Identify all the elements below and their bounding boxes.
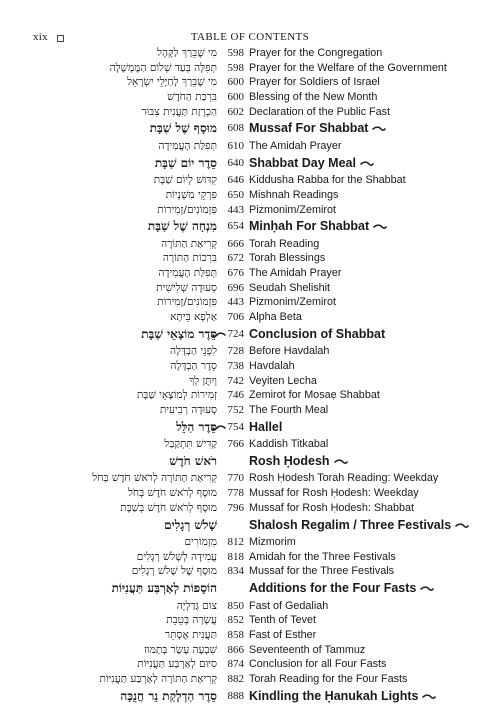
page-number-ref: 834 [227,565,244,578]
section-ornament-icon [212,332,226,338]
english-title: Pizmonim/Zemirot [249,203,336,216]
english-title: Fast of Esther [249,628,317,641]
toc-entry [0,657,500,672]
page-number-ref: 742 [227,374,244,387]
hebrew-title: קְרִיאַת הַתּוֹרָה [161,237,217,250]
english-title: Hallel [249,419,283,434]
toc-entry [0,61,500,76]
toc-entry [0,374,500,389]
page-number-ref: 752 [227,404,244,417]
english-title: Mussaf for the Three Festivals [249,565,395,578]
toc-entry [0,628,500,643]
english-title: Veyiten Lecha [249,374,317,387]
english-title: Additions for the Four Fasts [249,581,417,596]
page-number-ref: 850 [227,599,244,612]
hebrew-title: קְרִיאַת הַתּוֹרָה לְרֹאשׁ חֹדֶשׁ בְּחֹל [92,472,217,485]
hebrew-title: קַדִּישׁ תִּתְקַבַּל [164,438,217,451]
hebrew-title: שִׁבְעָה עָשָׂר בְּתַמּוּז [144,643,217,656]
page-number-ref: 650 [227,188,244,201]
english-title: Mussaf for Rosh Ḥodesh: Weekday [249,487,419,500]
toc-entry [0,437,500,452]
english-title: Rosh Ḥodesh [249,453,330,468]
hebrew-title: מוּסָף שֶׁל שָׁלֹשׁ רְגָלִים [131,565,217,578]
hebrew-title: פִּזְמוֹנִים/זְמִירוֹת [157,203,217,216]
toc-section-heading [0,325,500,345]
page-number-ref: 706 [227,311,244,324]
page-number-ref: 754 [227,420,244,433]
toc-entry [0,75,500,90]
page-number-ref: 666 [227,237,244,250]
hebrew-title: סֵדֶר הַבְדָּלָה [170,360,217,372]
hebrew-title: סְעוּדָה שְׁלִישִׁית [156,281,217,294]
toc-section-heading [0,154,500,174]
toc-entry [0,403,500,418]
toc-entry [0,643,500,658]
section-ornament-icon [334,459,348,465]
hebrew-title: מִי שֶׁבֵּרַךְ לַקָּהָל [157,47,217,59]
english-title: Tenth of Tevet [249,614,317,627]
toc-section-heading [0,579,500,599]
toc-entry [0,266,500,281]
page-number-ref: 600 [227,76,244,89]
toc-entry [0,613,500,628]
english-title: Rosh Ḥodesh Torah Reading: Weekday [249,472,439,485]
section-ornament-icon [420,586,434,592]
hebrew-title: הוֹסָפוֹת לְאַרְבַּע תַּעֲנִיּוֹת [111,581,217,596]
english-title: Fast of Gedaliah [249,599,329,612]
page-number-ref: 812 [227,536,244,548]
toc-entry [0,486,500,501]
page-number-ref: 602 [227,105,244,118]
page-number-ref: 608 [227,122,244,135]
page-number-ref: 728 [227,345,244,358]
section-ornament-icon [212,425,226,431]
section-ornament-icon [373,224,387,230]
english-title: Amidah for the Three Festivals [249,550,396,563]
page-number-ref: 443 [227,296,244,309]
hebrew-title: עֲשָׂרָה בְּטֵבֵת [166,614,217,627]
hebrew-title: צוֹם גְּדַלְיָה [176,599,217,612]
english-title: Prayer for the Welfare of the Government [249,61,447,74]
page-number-ref: 640 [227,156,244,169]
english-title: Conclusion of Shabbat [249,326,386,341]
english-title: Mishnah Readings [249,188,339,201]
hebrew-title: עֲמִידָה לְשָׁלֹשׁ רְגָלִים [136,550,217,563]
english-title: Kiddusha Rabba for the Shabbat [249,174,406,187]
english-title: The Fourth Meal [249,404,329,417]
toc-entry [0,251,500,266]
hebrew-title: סֵדֶר יוֹם שַׁבָּת [154,155,217,170]
english-title: Conclusion for all Four Fasts [249,658,387,671]
page-number-ref: 598 [227,61,244,74]
hebrew-title: פִּזְמוֹנִים/זְמִירוֹת [157,296,217,309]
english-title: Minḥah For Shabbat [249,219,370,234]
english-title: Kindling the Ḥanukah Lights [249,688,419,703]
toc-entry [0,672,500,687]
section-ornament-icon [455,523,469,529]
section-ornament-icon [422,694,436,700]
toc-entry [0,173,500,188]
toc-entry [0,344,500,359]
hebrew-title: הַכְרָזַת תַּעֲנִית צִבּוּר [141,105,217,118]
toc-entry [0,139,500,154]
hebrew-title: סֵדֶר הַלֵּל [176,419,217,434]
toc-entry [0,295,500,310]
hebrew-title: זְמִירוֹת לְמוֹצָאֵי שַׁבָּת [136,389,217,402]
page-number-ref: 610 [227,139,244,152]
english-title: Declaration of the Public Fast [249,105,391,118]
page-number-ref: 654 [227,220,244,233]
english-title: Blessing of the New Month [249,91,378,104]
hebrew-title: סִיּוּם לְאַרְבַּע תַּעֲנִיּוֹת [137,658,217,671]
english-title: Torah Reading [249,237,320,250]
section-ornament-icon [372,126,386,132]
toc-entry [0,46,500,61]
hebrew-title: פִּרְקֵי מִשְׁנָיוֹת [165,188,217,201]
hebrew-title: תְּפִלָּה בְּעַד שְׁלוֹם הַמֶּמְשָׁלָה [109,61,217,74]
toc-entry [0,310,500,325]
toc-section-heading [0,418,500,438]
english-title: Mussaf for Rosh Ḥodesh: Shabbat [249,501,415,514]
hebrew-title: סֵדֶר מוֹצָאֵי שַׁבָּת [141,326,217,341]
page-number-ref: 766 [227,438,244,451]
english-title: Prayer for the Congregation [249,47,383,59]
page-number-ref: 672 [227,252,244,265]
page-number-ref: 866 [227,643,244,656]
hebrew-title: אַלְפָא בֵּיתָא [170,311,217,324]
toc-entry [0,471,500,486]
page-number-ref: 778 [227,487,244,500]
hebrew-title: רֹאשׁ חֹדֶשׁ [169,453,217,468]
hebrew-title: מִזְמוֹרִים [184,536,217,548]
page-number-ref: 598 [227,47,244,59]
toc-entry [0,90,500,105]
page-number-ref: 746 [227,389,244,402]
toc-entry [0,188,500,203]
toc-entry [0,535,500,550]
hebrew-title: סְעוּדָה רְבִיעִית [159,404,217,417]
english-title: Seventeenth of Tammuz [249,643,366,656]
english-title: Mussaf For Shabbat [249,121,369,136]
english-title: Shabbat Day Meal [249,155,356,170]
english-title: Havdalah [249,360,295,372]
page-number-ref: 882 [227,673,244,685]
hebrew-title: מִי שֶׁבֵּרַךְ לְחַיָּלֵי יִשְׂרָאֵל [127,76,217,89]
english-title: Alpha Beta [249,311,302,324]
toc-entry [0,564,500,579]
table-of-contents [0,46,500,706]
hebrew-title: לִפְנֵי הַבְדָּלָה [169,345,217,358]
page-number-ref: 696 [227,281,244,294]
hebrew-title: מִנְחָה שֶׁל שַׁבָּת [147,219,217,234]
hebrew-title: סֵדֶר הַדְלָקַת נֵר חֲנֻכָּה [120,688,217,703]
toc-entry [0,501,500,516]
page-number-ref: 888 [227,689,244,702]
toc-entry [0,203,500,218]
page-number: xix [33,31,48,43]
toc-entry [0,359,500,374]
toc-section-heading [0,516,500,536]
toc-entry [0,388,500,403]
page-number-ref: 676 [227,267,244,280]
page-number-ref: 600 [227,91,244,104]
page-number-ref: 858 [227,628,244,641]
page-number-ref: 724 [227,327,244,340]
page-number-ref: 738 [227,360,244,372]
running-header [0,0,500,44]
english-title: Mizmorim [249,536,296,548]
hebrew-title: שָׁלֹשׁ רְגָלִים [164,517,217,532]
english-title: Shalosh Regalim / Three Festivals [249,517,452,532]
toc-entry [0,105,500,120]
english-title: The Amidah Prayer [249,267,342,280]
toc-section-heading [0,217,500,237]
toc-entry [0,550,500,565]
hebrew-title: מוּסָף לְרֹאשׁ חֹדֶשׁ בְּשַׁבָּת [120,501,217,514]
hebrew-title: תְּפִלַּת הָעֲמִידָה [158,267,217,280]
hebrew-title: קְרִיאַת הַתּוֹרָה לְאַרְבַּע תַּעֲנִיּוֹת [99,673,217,685]
english-title: Torah Blessings [249,252,326,265]
hebrew-title: מוּסָף שֶׁל שַׁבָּת [149,121,217,136]
toc-entry [0,237,500,252]
english-title: The Amidah Prayer [249,139,342,152]
english-title: Before Havdalah [249,345,330,358]
page-number-ref: 443 [227,203,244,216]
page-number-ref: 818 [227,550,244,563]
hebrew-title: מוּסָף לְרֹאשׁ חֹדֶשׁ בְּחֹל [127,487,217,500]
toc-entry [0,599,500,614]
english-title: Prayer for Soldiers of Israel [249,76,380,89]
hebrew-title: בִּרְכוֹת הַתּוֹרָה [162,252,217,265]
toc-section-heading [0,119,500,139]
page-number-ref: 796 [227,501,244,514]
hebrew-title: וְיִתֶּן לְךָ [189,374,217,387]
page-number-ref: 646 [227,174,244,187]
running-title: TABLE OF CONTENTS [190,31,310,43]
english-title: Pizmonim/Zemirot [249,296,336,309]
section-ornament-icon [360,161,374,167]
english-title: Torah Reading for the Four Fasts [249,673,408,685]
page-number-ref: 874 [227,658,244,671]
page-number-ref: 852 [227,614,244,627]
english-title: Kaddish Titkabal [249,438,329,451]
toc-section-heading [0,452,500,472]
toc-entry [0,281,500,296]
hebrew-title: תְּפִלַּת הָעֲמִידָה [158,139,217,152]
page-number-ref: 770 [227,472,244,485]
hebrew-title: תַּעֲנִית אֶסְתֵּר [164,628,217,641]
hebrew-title: בִּרְכַּת הַחֹדֶשׁ [167,91,217,104]
english-title: Seudah Shelishit [249,281,331,294]
english-title: Zemirot for Mosaẹ Shabbat [249,389,380,402]
hebrew-title: קִדּוּשׁ לְיוֹם שַׁבָּת [153,174,217,187]
